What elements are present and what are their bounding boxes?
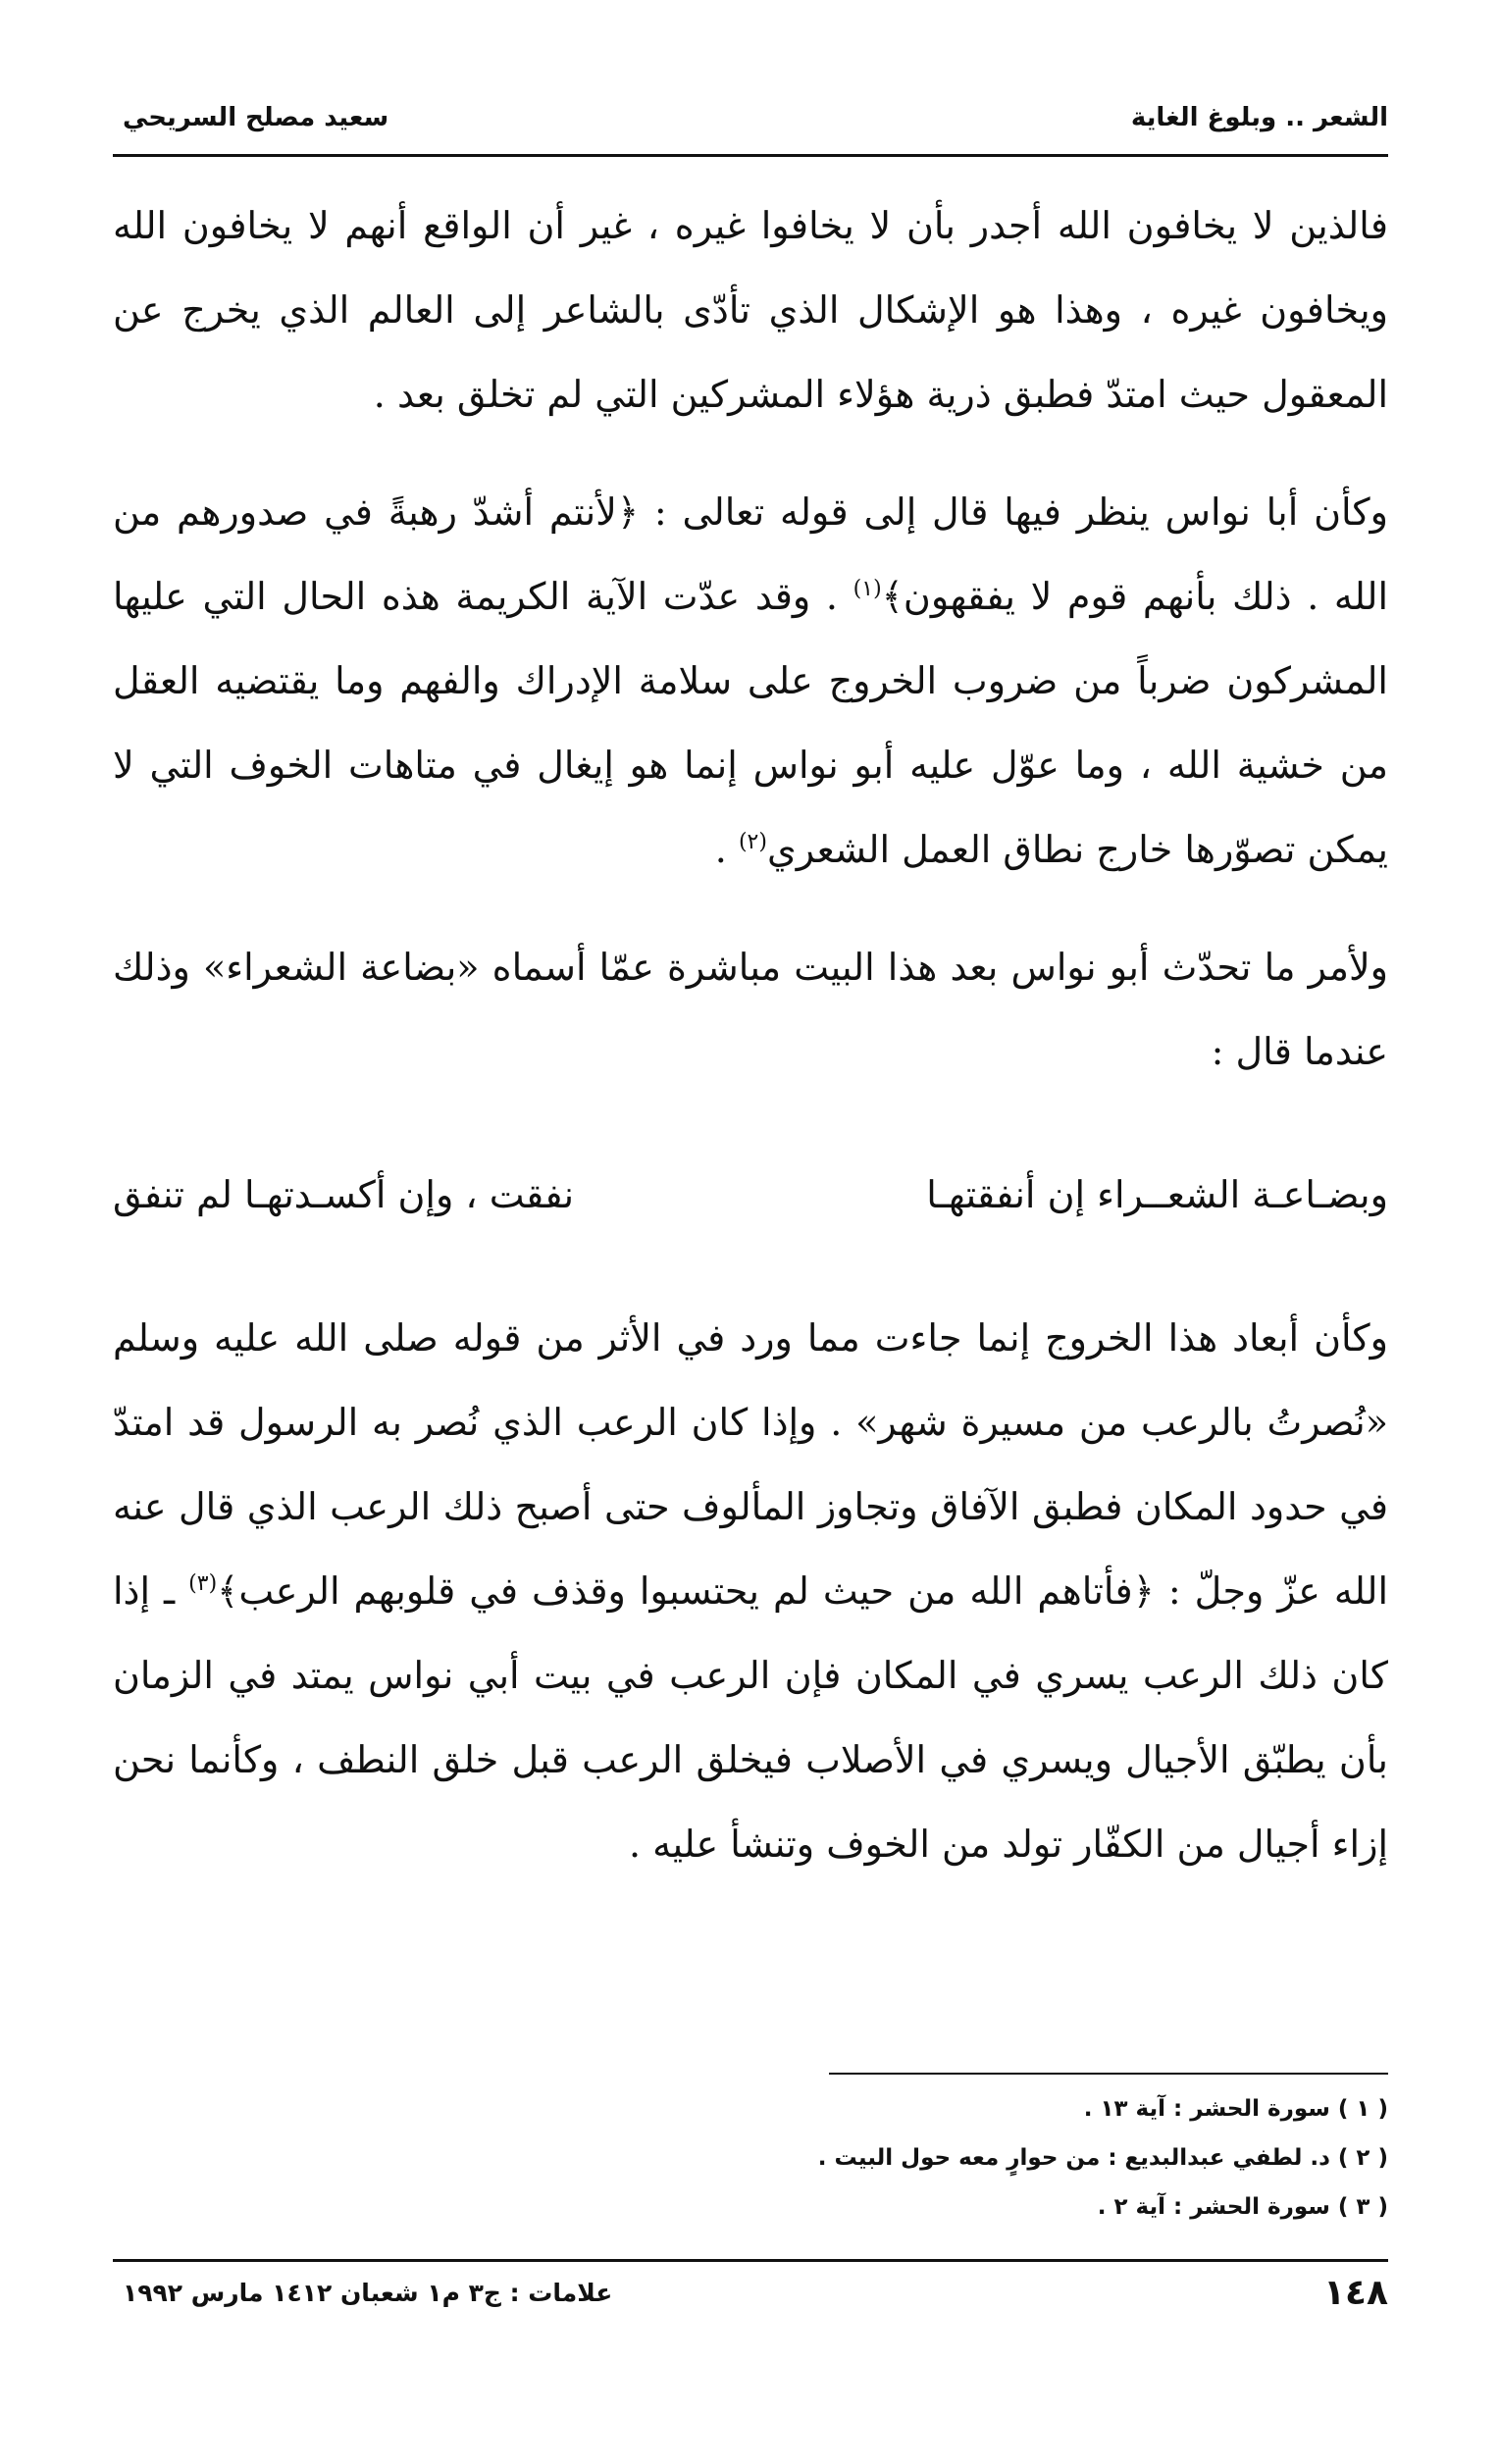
running-header — [113, 93, 1388, 152]
paragraph-2-part-c: . — [714, 828, 739, 871]
journal-reference: علامات : ج٣ م١ شعبان ١٤١٢ مارس ١٩٩٢ — [123, 2279, 613, 2307]
paragraph-2-part-a: وكأن أبا نواس ينظر فيها قال إلى قوله تعالى : ﴿لأنتم أشدّ رهبةً في صدورهم من الله . ذلك بأنهم قوم لا يفقهون﴾ — [113, 490, 1389, 618]
paragraph-3: ولأمر ما تحدّث أبو نواس بعد هذا البيت مباشرة عمّا أسماه «بضاعة الشعراء» وذلك عندما قال : — [113, 946, 1388, 1073]
author-name: سعيد مصلح السريحي — [123, 103, 389, 132]
footnote-ref-1[interactable]: (١) — [853, 577, 882, 601]
page-number: ١٤٨ — [1323, 2273, 1388, 2313]
footnote-ref-3[interactable]: (٣) — [188, 1571, 218, 1596]
paragraph-2-part-b: . وقد عدّت الآية الكريمة هذه الحال التي عليها المشركون ضرباً من ضروب الخروج على سلامة الإدراك والفهم وما يقتضيه العقل من خشية الله ، وما عوّل عليه أبو نواس إنما هو إيغال في متاهات الخوف التي لا يمكن تصوّرها خارج نطاق العمل الشعري — [113, 575, 1388, 871]
footnote-3: ( ٣ ) سورة الحشر : آية ٢ . — [1097, 2194, 1388, 2220]
book-page — [113, 93, 1388, 2379]
footer-rule — [113, 2259, 1388, 2262]
paragraph-2 — [113, 470, 1388, 892]
footnote-1: ( ١ ) سورة الحشر : آية ١٣ . — [1083, 2096, 1388, 2122]
paragraph-4-part-b: ـ إذا كان ذلك الرعب يسري في المكان فإن الرعب في بيت أبي نواس يمتد في الزمان بأن يطبّق الأجيال ويسري في الأصلاب فيخلق الرعب قبل خلق النطف ، وكأنما نحن إزاء أجيال من الكفّار تولد من الخوف وتنشأ عليه . — [113, 1569, 1388, 1866]
paragraph-1: فالذين لا يخافون الله أجدر بأن لا يخافوا غيره ، غير أن الواقع أنهم لا يخافون الله ويخافون غيره ، وهذا هو الإشكال الذي تأدّى بالشاعر إلى العالم الذي يخرج عن المعقول حيث امتدّ فطبق ذرية هؤلاء المشركين التي لم تخلق بعد . — [113, 204, 1388, 416]
footnote-ref-2[interactable]: (٢) — [738, 830, 767, 854]
footnote-2: ( ٢ ) د. لطفي عبدالبديع : من حوارٍ معه حول البيت . — [817, 2145, 1388, 2171]
paragraph-4 — [113, 1296, 1388, 1886]
paragraph-4-part-a: وكأن أبعاد هذا الخروج إنما جاءت مما ورد في الأثر من قوله صلى الله عليه وسلم «نُصرتُ بالرعب من مسيرة شهر» . وإذا كان الرعب الذي نُصر به الرسول قد امتدّ في حدود المكان فطبق الآفاق وتجاوز المألوف حتى أصبح ذلك الرعب الذي قال عنه الله عزّ وجلّ : ﴿فأتاهم الله من حيث لم يحتسبوا وقذف في قلوبهم الرعب﴾ — [113, 1316, 1388, 1613]
body-text — [113, 183, 1388, 1886]
poem-verse — [113, 1153, 1388, 1237]
footnote-rule — [829, 2073, 1388, 2075]
footnotes — [505, 2084, 1388, 2232]
verse-second-hemistich: نفقت ، وإن أكسـدتهـا لم تنفق — [113, 1173, 575, 1216]
header-rule — [113, 154, 1388, 157]
verse-first-hemistich: وبضـاعـة الشعــراء إن أنفقتهـا — [926, 1173, 1388, 1216]
book-title: الشعر .. وبلوغ الغاية — [1130, 103, 1388, 132]
page-footer — [113, 2273, 1388, 2332]
